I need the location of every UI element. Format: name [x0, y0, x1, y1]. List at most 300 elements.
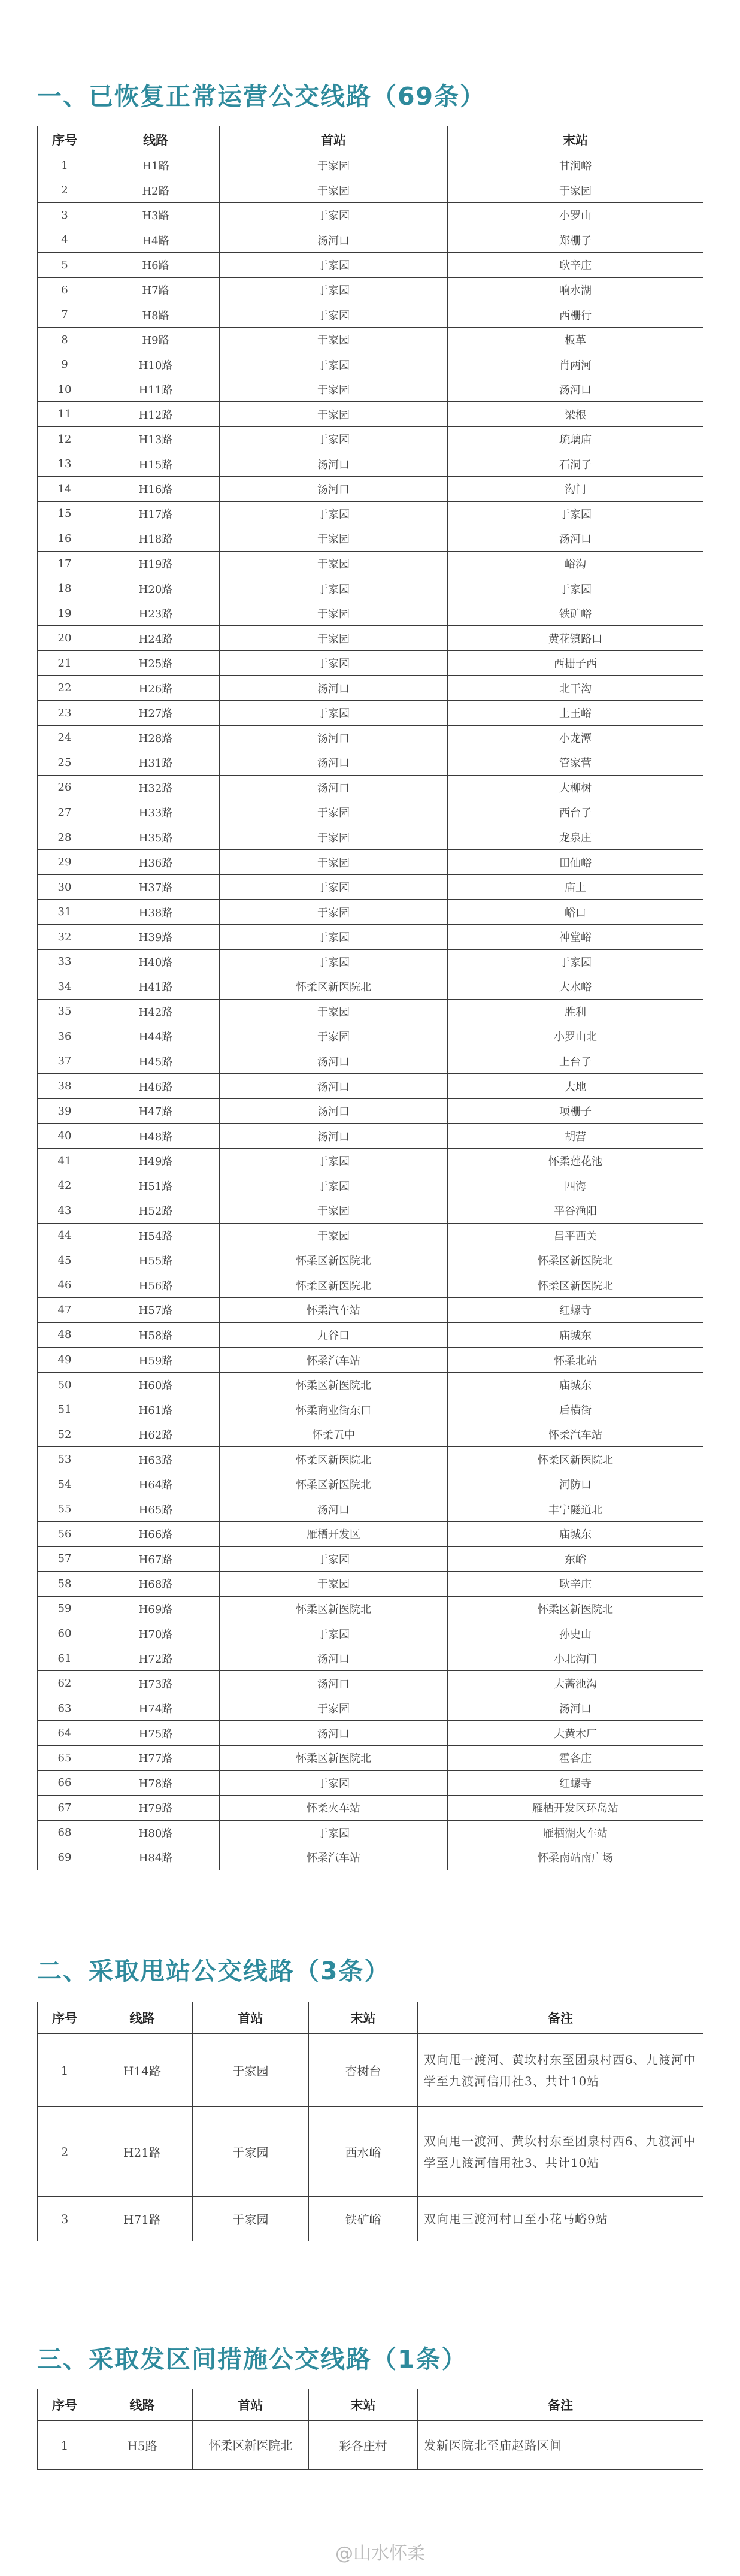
cell-first-stop: 怀柔区新医院北 [220, 1746, 448, 1771]
cell-last-stop: 响水湖 [448, 277, 703, 302]
table-row [38, 327, 703, 352]
cell-first-stop: 于家园 [220, 999, 448, 1024]
cell-index: 40 [38, 1124, 92, 1149]
cell-first-stop: 于家园 [220, 1696, 448, 1721]
cell-first-stop: 于家园 [220, 601, 448, 626]
col-header-index: 序号 [38, 126, 92, 153]
table-row [38, 477, 703, 502]
cell-route: H19路 [92, 551, 220, 576]
cell-last-stop: 庙上 [448, 874, 703, 900]
cell-last-stop: 小罗山 [448, 203, 703, 228]
cell-index: 6 [38, 277, 92, 302]
cell-index: 13 [38, 452, 92, 477]
col-header-route: 线路 [92, 126, 220, 153]
cell-first-stop: 于家园 [220, 1770, 448, 1796]
cell-first-stop: 于家园 [220, 1198, 448, 1223]
cell-last-stop: 黄花镇路口 [448, 626, 703, 651]
cell-first-stop: 汤河口 [220, 1049, 448, 1074]
cell-first-stop: 于家园 [220, 701, 448, 726]
cell-route: H59路 [92, 1348, 220, 1373]
cell-last-stop: 于家园 [448, 178, 703, 203]
cell-route: H17路 [92, 501, 220, 526]
cell-last-stop: 后横街 [448, 1397, 703, 1422]
cell-first-stop: 汤河口 [220, 1671, 448, 1696]
cell-route: H57路 [92, 1298, 220, 1323]
cell-last-stop: 怀柔区新医院北 [448, 1447, 703, 1472]
table-row [38, 1596, 703, 1621]
table-row [38, 2421, 703, 2470]
cell-last-stop: 沟门 [448, 477, 703, 502]
cell-route: H16路 [92, 477, 220, 502]
col-header-route: 线路 [92, 2389, 193, 2421]
cell-last-stop: 胡营 [448, 1124, 703, 1149]
cell-index: 37 [38, 1049, 92, 1074]
cell-note: 双向甩一渡河、黄坎村东至团泉村西6、九渡河中学至九渡河信用社3、共计10站 [418, 2034, 703, 2107]
cell-last-stop: 峪沟 [448, 551, 703, 576]
cell-index: 7 [38, 302, 92, 328]
cell-route: H73路 [92, 1671, 220, 1696]
table-row [38, 626, 703, 651]
cell-first-stop: 怀柔区新医院北 [193, 2421, 309, 2470]
cell-first-stop: 怀柔区新医院北 [220, 1372, 448, 1397]
table-row [38, 1074, 703, 1099]
cell-last-stop: 平谷渔阳 [448, 1198, 703, 1223]
cell-first-stop: 于家园 [220, 253, 448, 278]
cell-index: 55 [38, 1497, 92, 1522]
cell-last-stop: 琉璃庙 [448, 427, 703, 452]
table-row [38, 1173, 703, 1198]
cell-first-stop: 于家园 [220, 1820, 448, 1845]
cell-last-stop: 耿辛庄 [448, 1572, 703, 1597]
cell-last-stop: 汤河口 [448, 1696, 703, 1721]
cell-index: 57 [38, 1546, 92, 1572]
col-header-last-stop: 末站 [448, 126, 703, 153]
cell-route: H32路 [92, 775, 220, 800]
table-row [38, 924, 703, 949]
cell-last-stop: 红螺寺 [448, 1298, 703, 1323]
table-row [38, 277, 703, 302]
cell-first-stop: 汤河口 [220, 452, 448, 477]
cell-first-stop: 于家园 [220, 1572, 448, 1597]
table-row [38, 1148, 703, 1173]
table-row [38, 1621, 703, 1646]
cell-first-stop: 于家园 [220, 1223, 448, 1248]
cell-route: H55路 [92, 1248, 220, 1273]
cell-first-stop: 怀柔汽车站 [220, 1348, 448, 1373]
cell-index: 38 [38, 1074, 92, 1099]
cell-route: H41路 [92, 974, 220, 1000]
cell-route: H28路 [92, 725, 220, 750]
cell-first-stop: 汤河口 [220, 1098, 448, 1124]
watermark: @山水怀柔 [335, 2543, 425, 2564]
section3-title: 三、采取发区间措施公交线路（1条） [37, 2345, 468, 2374]
table-row [38, 452, 703, 477]
table-row [38, 750, 703, 776]
cell-note: 发新医院北至庙赵路区间 [418, 2421, 703, 2470]
cell-route: H65路 [92, 1497, 220, 1522]
table-row [38, 825, 703, 850]
cell-route: H7路 [92, 277, 220, 302]
table-row [38, 1024, 703, 1049]
cell-first-stop: 于家园 [220, 153, 448, 178]
cell-first-stop: 汤河口 [220, 1124, 448, 1149]
cell-index: 20 [38, 626, 92, 651]
cell-index: 18 [38, 576, 92, 601]
cell-route: H75路 [92, 1721, 220, 1746]
cell-first-stop: 汤河口 [220, 725, 448, 750]
table-row [38, 551, 703, 576]
table-row [38, 203, 703, 228]
cell-route: H60路 [92, 1372, 220, 1397]
section2-table [37, 2002, 703, 2241]
cell-first-stop: 于家园 [220, 377, 448, 402]
cell-last-stop: 于家园 [448, 501, 703, 526]
table-row [38, 949, 703, 974]
cell-route: H25路 [92, 650, 220, 676]
cell-route: H48路 [92, 1124, 220, 1149]
cell-index: 1 [38, 2034, 92, 2107]
col-header-index: 序号 [38, 2002, 92, 2034]
cell-last-stop: 大地 [448, 1074, 703, 1099]
cell-route: H61路 [92, 1397, 220, 1422]
cell-route: H8路 [92, 302, 220, 328]
cell-index: 66 [38, 1770, 92, 1796]
cell-route: H26路 [92, 676, 220, 701]
cell-index: 41 [38, 1148, 92, 1173]
cell-index: 31 [38, 900, 92, 925]
cell-last-stop: 峪口 [448, 900, 703, 925]
cell-last-stop: 西栅子西 [448, 650, 703, 676]
cell-index: 26 [38, 775, 92, 800]
cell-index: 45 [38, 1248, 92, 1273]
table-row [38, 1397, 703, 1422]
cell-first-stop: 于家园 [220, 924, 448, 949]
cell-first-stop: 于家园 [220, 1621, 448, 1646]
table-row [38, 1696, 703, 1721]
cell-first-stop: 汤河口 [220, 1497, 448, 1522]
cell-route: H39路 [92, 924, 220, 949]
cell-first-stop: 于家园 [220, 551, 448, 576]
table-row [38, 2034, 703, 2107]
cell-last-stop: 胜利 [448, 999, 703, 1024]
cell-last-stop: 小罗山北 [448, 1024, 703, 1049]
table-row [38, 1298, 703, 1323]
cell-first-stop: 怀柔区新医院北 [220, 1596, 448, 1621]
cell-first-stop: 汤河口 [220, 1721, 448, 1746]
cell-route: H36路 [92, 850, 220, 875]
table-row [38, 701, 703, 726]
cell-last-stop: 怀柔汽车站 [448, 1422, 703, 1447]
cell-index: 63 [38, 1696, 92, 1721]
cell-first-stop: 于家园 [220, 850, 448, 875]
cell-index: 68 [38, 1820, 92, 1845]
cell-last-stop: 西栅行 [448, 302, 703, 328]
cell-index: 49 [38, 1348, 92, 1373]
cell-last-stop: 于家园 [448, 949, 703, 974]
cell-route: H42路 [92, 999, 220, 1024]
cell-index: 17 [38, 551, 92, 576]
cell-first-stop: 怀柔区新医院北 [220, 974, 448, 1000]
cell-first-stop: 于家园 [220, 203, 448, 228]
cell-first-stop: 汤河口 [220, 477, 448, 502]
cell-last-stop: 大黄木厂 [448, 1721, 703, 1746]
cell-route: H13路 [92, 427, 220, 452]
cell-index: 43 [38, 1198, 92, 1223]
cell-first-stop: 于家园 [193, 2034, 309, 2107]
cell-index: 11 [38, 402, 92, 427]
table-row [38, 1472, 703, 1497]
cell-index: 46 [38, 1273, 92, 1298]
cell-route: H1路 [92, 153, 220, 178]
cell-first-stop: 于家园 [220, 650, 448, 676]
cell-last-stop: 四海 [448, 1173, 703, 1198]
cell-index: 23 [38, 701, 92, 726]
cell-index: 47 [38, 1298, 92, 1323]
cell-index: 4 [38, 228, 92, 253]
cell-first-stop: 怀柔商业街东口 [220, 1397, 448, 1422]
cell-last-stop: 甘涧峪 [448, 153, 703, 178]
cell-first-stop: 于家园 [220, 800, 448, 825]
cell-first-stop: 怀柔汽车站 [220, 1298, 448, 1323]
cell-last-stop: 大水峪 [448, 974, 703, 1000]
cell-last-stop: 杏树台 [309, 2034, 418, 2107]
cell-route: H52路 [92, 1198, 220, 1223]
cell-first-stop: 于家园 [220, 402, 448, 427]
cell-first-stop: 于家园 [220, 900, 448, 925]
cell-route: H56路 [92, 1273, 220, 1298]
cell-last-stop: 庙城东 [448, 1372, 703, 1397]
cell-first-stop: 怀柔火车站 [220, 1796, 448, 1821]
cell-note: 双向甩一渡河、黄坎村东至团泉村西6、九渡河中学至九渡河信用社3、共计10站 [418, 2107, 703, 2197]
cell-index: 3 [38, 203, 92, 228]
cell-last-stop: 龙泉庄 [448, 825, 703, 850]
cell-last-stop: 郑栅子 [448, 228, 703, 253]
cell-index: 54 [38, 1472, 92, 1497]
table-row [38, 2197, 703, 2241]
table-row [38, 1796, 703, 1821]
cell-last-stop: 于家园 [448, 576, 703, 601]
table-row [38, 2107, 703, 2197]
section1-table [37, 126, 703, 1870]
table-row [38, 874, 703, 900]
col-header-index: 序号 [38, 2389, 92, 2421]
cell-route: H24路 [92, 626, 220, 651]
cell-first-stop: 于家园 [220, 501, 448, 526]
cell-route: H51路 [92, 1173, 220, 1198]
cell-route: H80路 [92, 1820, 220, 1845]
cell-route: H37路 [92, 874, 220, 900]
cell-index: 24 [38, 725, 92, 750]
cell-last-stop: 石洞子 [448, 452, 703, 477]
cell-index: 15 [38, 501, 92, 526]
cell-last-stop: 孙史山 [448, 1621, 703, 1646]
col-header-first-stop: 首站 [193, 2002, 309, 2034]
cell-last-stop: 汤河口 [448, 377, 703, 402]
cell-index: 58 [38, 1572, 92, 1597]
cell-index: 56 [38, 1522, 92, 1547]
cell-route: H71路 [92, 2197, 193, 2241]
cell-last-stop: 霍各庄 [448, 1746, 703, 1771]
cell-last-stop: 小龙潭 [448, 725, 703, 750]
cell-index: 28 [38, 825, 92, 850]
table-row [38, 850, 703, 875]
table-row [38, 1646, 703, 1671]
cell-route: H69路 [92, 1596, 220, 1621]
cell-first-stop: 汤河口 [220, 750, 448, 776]
cell-index: 9 [38, 352, 92, 377]
cell-route: H5路 [92, 2421, 193, 2470]
table-row [38, 1746, 703, 1771]
cell-route: H74路 [92, 1696, 220, 1721]
table-row [38, 1572, 703, 1597]
table-row [38, 1522, 703, 1547]
table-row [38, 1049, 703, 1074]
cell-route: H12路 [92, 402, 220, 427]
cell-index: 3 [38, 2197, 92, 2241]
cell-route: H31路 [92, 750, 220, 776]
cell-index: 19 [38, 601, 92, 626]
table-row [38, 377, 703, 402]
cell-last-stop: 西水峪 [309, 2107, 418, 2197]
table-row [38, 900, 703, 925]
cell-last-stop: 怀柔区新医院北 [448, 1596, 703, 1621]
table-row [38, 1348, 703, 1373]
cell-last-stop: 耿辛庄 [448, 253, 703, 278]
table-row [38, 1198, 703, 1223]
table-row [38, 1721, 703, 1746]
cell-route: H68路 [92, 1572, 220, 1597]
cell-route: H62路 [92, 1422, 220, 1447]
col-header-first-stop: 首站 [220, 126, 448, 153]
cell-route: H47路 [92, 1098, 220, 1124]
table-row [38, 974, 703, 1000]
table-row [38, 1098, 703, 1124]
cell-last-stop: 庙城东 [448, 1522, 703, 1547]
cell-first-stop: 雁栖开发区 [220, 1522, 448, 1547]
cell-index: 65 [38, 1746, 92, 1771]
table-row [38, 253, 703, 278]
cell-index: 69 [38, 1845, 92, 1870]
cell-last-stop: 管家营 [448, 750, 703, 776]
cell-route: H10路 [92, 352, 220, 377]
cell-last-stop: 东峪 [448, 1546, 703, 1572]
cell-route: H38路 [92, 900, 220, 925]
cell-first-stop: 于家园 [220, 302, 448, 328]
cell-last-stop: 上王峪 [448, 701, 703, 726]
cell-last-stop: 小北沟门 [448, 1646, 703, 1671]
cell-index: 34 [38, 974, 92, 1000]
col-header-last-stop: 末站 [309, 2389, 418, 2421]
cell-route: H63路 [92, 1447, 220, 1472]
cell-route: H44路 [92, 1024, 220, 1049]
table-row [38, 1845, 703, 1870]
cell-index: 50 [38, 1372, 92, 1397]
table-row [38, 1820, 703, 1845]
cell-last-stop: 怀柔区新医院北 [448, 1273, 703, 1298]
cell-index: 35 [38, 999, 92, 1024]
cell-index: 52 [38, 1422, 92, 1447]
cell-index: 33 [38, 949, 92, 974]
cell-first-stop: 汤河口 [220, 1074, 448, 1099]
cell-first-stop: 怀柔区新医院北 [220, 1447, 448, 1472]
col-header-note: 备注 [418, 2002, 703, 2034]
cell-index: 64 [38, 1721, 92, 1746]
cell-first-stop: 于家园 [220, 825, 448, 850]
table-row [38, 228, 703, 253]
cell-route: H72路 [92, 1646, 220, 1671]
cell-route: H67路 [92, 1546, 220, 1572]
table-row [38, 153, 703, 178]
cell-index: 14 [38, 477, 92, 502]
cell-last-stop: 梁根 [448, 402, 703, 427]
table-row [38, 1546, 703, 1572]
cell-last-stop: 汤河口 [448, 526, 703, 552]
section3-table [37, 2389, 703, 2470]
cell-index: 32 [38, 924, 92, 949]
cell-route: H49路 [92, 1148, 220, 1173]
table-row [38, 1124, 703, 1149]
table-row [38, 526, 703, 552]
table-row [38, 1223, 703, 1248]
cell-first-stop: 于家园 [220, 1024, 448, 1049]
table-row [38, 676, 703, 701]
cell-last-stop: 怀柔北站 [448, 1348, 703, 1373]
cell-route: H3路 [92, 203, 220, 228]
cell-note: 双向甩三渡河村口至小花马峪9站 [418, 2197, 703, 2241]
table-row [38, 576, 703, 601]
cell-first-stop: 于家园 [220, 626, 448, 651]
cell-first-stop: 怀柔区新医院北 [220, 1273, 448, 1298]
table-row [38, 1322, 703, 1348]
table-row [38, 1422, 703, 1447]
cell-index: 21 [38, 650, 92, 676]
cell-last-stop: 大蔷池沟 [448, 1671, 703, 1696]
cell-last-stop: 北干沟 [448, 676, 703, 701]
cell-first-stop: 怀柔汽车站 [220, 1845, 448, 1870]
cell-first-stop: 九谷口 [220, 1322, 448, 1348]
cell-index: 27 [38, 800, 92, 825]
cell-first-stop: 于家园 [220, 576, 448, 601]
table-row [38, 302, 703, 328]
cell-index: 53 [38, 1447, 92, 1472]
cell-last-stop: 铁矿峪 [309, 2197, 418, 2241]
cell-route: H45路 [92, 1049, 220, 1074]
table-row [38, 402, 703, 427]
cell-route: H27路 [92, 701, 220, 726]
cell-route: H11路 [92, 377, 220, 402]
cell-last-stop: 怀柔区新医院北 [448, 1248, 703, 1273]
cell-index: 16 [38, 526, 92, 552]
cell-last-stop: 昌平西关 [448, 1223, 703, 1248]
cell-last-stop: 庙城东 [448, 1322, 703, 1348]
cell-route: H70路 [92, 1621, 220, 1646]
cell-last-stop: 雁栖开发区环岛站 [448, 1796, 703, 1821]
cell-first-stop: 于家园 [220, 1148, 448, 1173]
table-row [38, 501, 703, 526]
cell-first-stop: 于家园 [220, 352, 448, 377]
cell-route: H35路 [92, 825, 220, 850]
table-row [38, 999, 703, 1024]
cell-route: H79路 [92, 1796, 220, 1821]
cell-index: 61 [38, 1646, 92, 1671]
cell-last-stop: 铁矿峪 [448, 601, 703, 626]
table-row [38, 601, 703, 626]
cell-first-stop: 怀柔五中 [220, 1422, 448, 1447]
cell-route: H14路 [92, 2034, 193, 2107]
cell-last-stop: 板革 [448, 327, 703, 352]
table-row [38, 725, 703, 750]
cell-first-stop: 于家园 [220, 178, 448, 203]
